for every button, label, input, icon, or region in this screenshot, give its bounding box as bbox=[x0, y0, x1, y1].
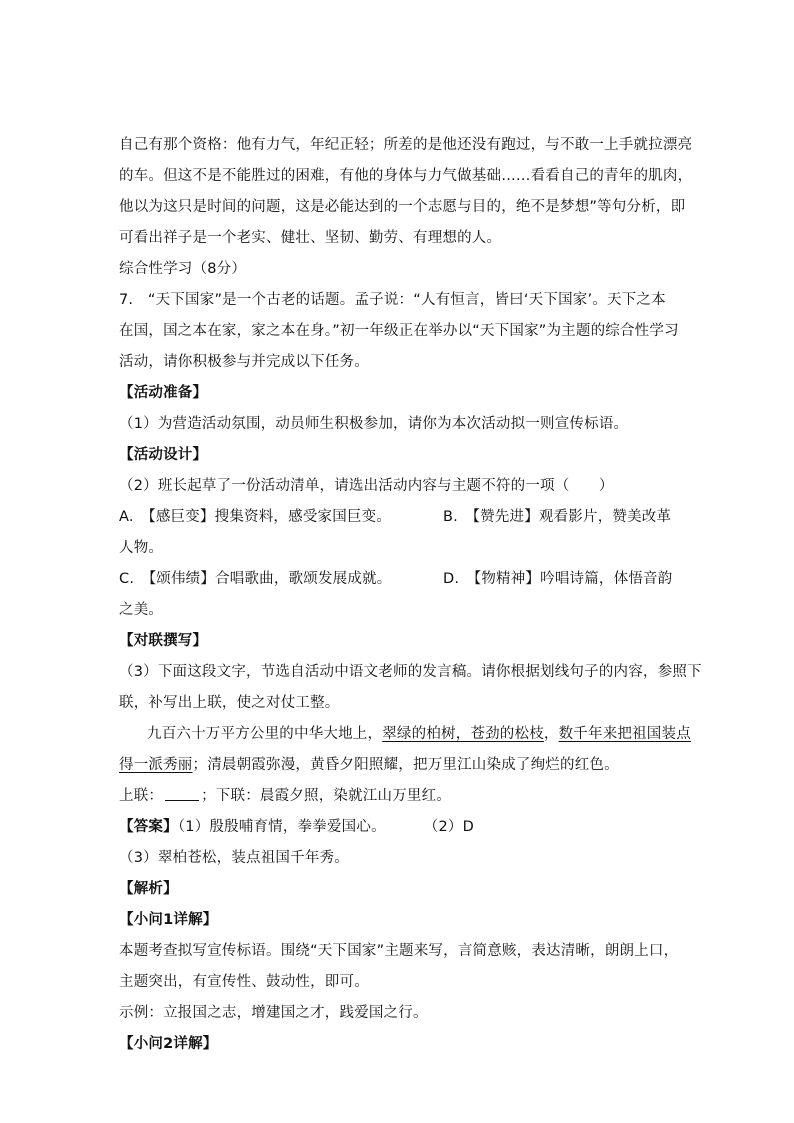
analysis-line-1: 本题考查拟写宣传标语。围绕“天下国家”主题来写，言简意赅，表达清晰，朗朗上口， bbox=[119, 943, 679, 959]
intro-line-1: 自己有那个资格：他有力气，年纪正轻；所差的是他还没有跑过，与不敢一上手就拉漂亮 bbox=[119, 137, 693, 153]
sub-question-3-line-1: （3）下面这段文字，节选自活动中语文老师的发言稿。请你根据划线句子的内容，参照下 bbox=[119, 664, 702, 680]
analysis-line-3: 示例：立报国之志，增建国之才，践爱国之行。 bbox=[119, 1005, 428, 1021]
couplet-line bbox=[119, 786, 451, 806]
analysis-label: 【解析】 bbox=[119, 881, 178, 897]
question-line-1: 7. “天下国家”是一个古老的话题。孟子说：“人有恒言，皆曰‘天下国家’。天下之本 bbox=[119, 292, 666, 308]
option-b: B. 【赞先进】观看影片，赞美改革 bbox=[443, 509, 672, 525]
passage-line-2 bbox=[119, 755, 619, 775]
option-b-continued: 人物。 bbox=[119, 540, 164, 556]
options-row-ab bbox=[119, 507, 672, 527]
option-a: A. 【感巨变】搜集资料，感受家国巨变。 bbox=[119, 509, 392, 525]
section-title: 综合性学习（8分） bbox=[119, 261, 247, 277]
lower-couplet: ；下联：晨霞夕照，染就江山万里红。 bbox=[201, 788, 452, 804]
sub-question-1: （1）为营造活动氛围，动员师生积极参加，请你为本次活动拟一则宣传标语。 bbox=[119, 416, 629, 432]
upper-couplet-label: 上联： bbox=[119, 788, 164, 804]
answer-label: 【答案】 bbox=[119, 819, 178, 835]
underlined-phrase: 数千年来把祖国装点 bbox=[558, 726, 691, 742]
passage-text: ；清晨朝霞弥漫，黄昏夕阳照耀，把万里江山染成了绚烂的红色。 bbox=[192, 757, 619, 773]
question-line-3: 活动，请你积极参与并完成以下任务。 bbox=[119, 354, 369, 370]
passage-text: ， bbox=[543, 726, 559, 742]
intro-line-2: 的车。但这不是不能胜过的困难，有他的身体与力气做基础……看看自己的青年的肌肉， bbox=[119, 168, 693, 184]
intro-line-3: 他以为这只是时间的问题，这是必能达到的一个志愿与目的，绝不是梦想”等句分析，即 bbox=[119, 199, 686, 215]
sub-question-2: （2）班长起草了一份活动清单，请选出活动内容与主题不符的一项（ ） bbox=[119, 478, 614, 494]
options-row-cd bbox=[119, 569, 673, 589]
sub-question-3-line-2: 联，补写出上联，使之对仗工整。 bbox=[119, 695, 340, 711]
answer-line bbox=[119, 817, 474, 837]
option-d: D. 【物精神】吟唱诗篇，体悟音韵 bbox=[443, 571, 673, 587]
option-c: C. 【颂伟绩】合唱歌曲，歌颂发展成就。 bbox=[119, 571, 392, 587]
sub1-heading: 【小问1详解】 bbox=[119, 912, 218, 928]
passage-text: 九百六十万平方公里的中华大地上， bbox=[147, 726, 383, 742]
intro-line-4: 可看出祥子是一个老实、健壮、坚韧、勤劳、有理想的人。 bbox=[119, 230, 502, 246]
option-d-continued: 之美。 bbox=[119, 602, 164, 618]
underlined-phrase: 得一派秀丽 bbox=[119, 757, 193, 773]
answer-3: （3）翠柏苍松，装点祖国千年秀。 bbox=[119, 850, 349, 866]
question-line-2: 在国，国之本在家，家之本在身。”初一年级正在举办以“天下国家”为主题的综合性学习 bbox=[119, 323, 679, 339]
activity-design-heading: 【活动设计】 bbox=[119, 447, 208, 463]
answer-1: （1）殷殷哺育情，拳拳爱国心。 bbox=[177, 819, 386, 835]
answer-2: （2）D bbox=[423, 819, 474, 835]
couplet-heading: 【对联撰写】 bbox=[119, 633, 208, 649]
sub2-heading: 【小问2详解】 bbox=[119, 1036, 218, 1052]
passage-line-1 bbox=[147, 724, 691, 744]
underlined-phrase: 翠绿的柏树，苍劲的松枝 bbox=[382, 726, 544, 742]
answer-blank bbox=[165, 786, 199, 801]
analysis-line-2: 主题突出，有宣传性、鼓动性，即可。 bbox=[119, 974, 369, 990]
activity-prep-heading: 【活动准备】 bbox=[119, 385, 208, 401]
